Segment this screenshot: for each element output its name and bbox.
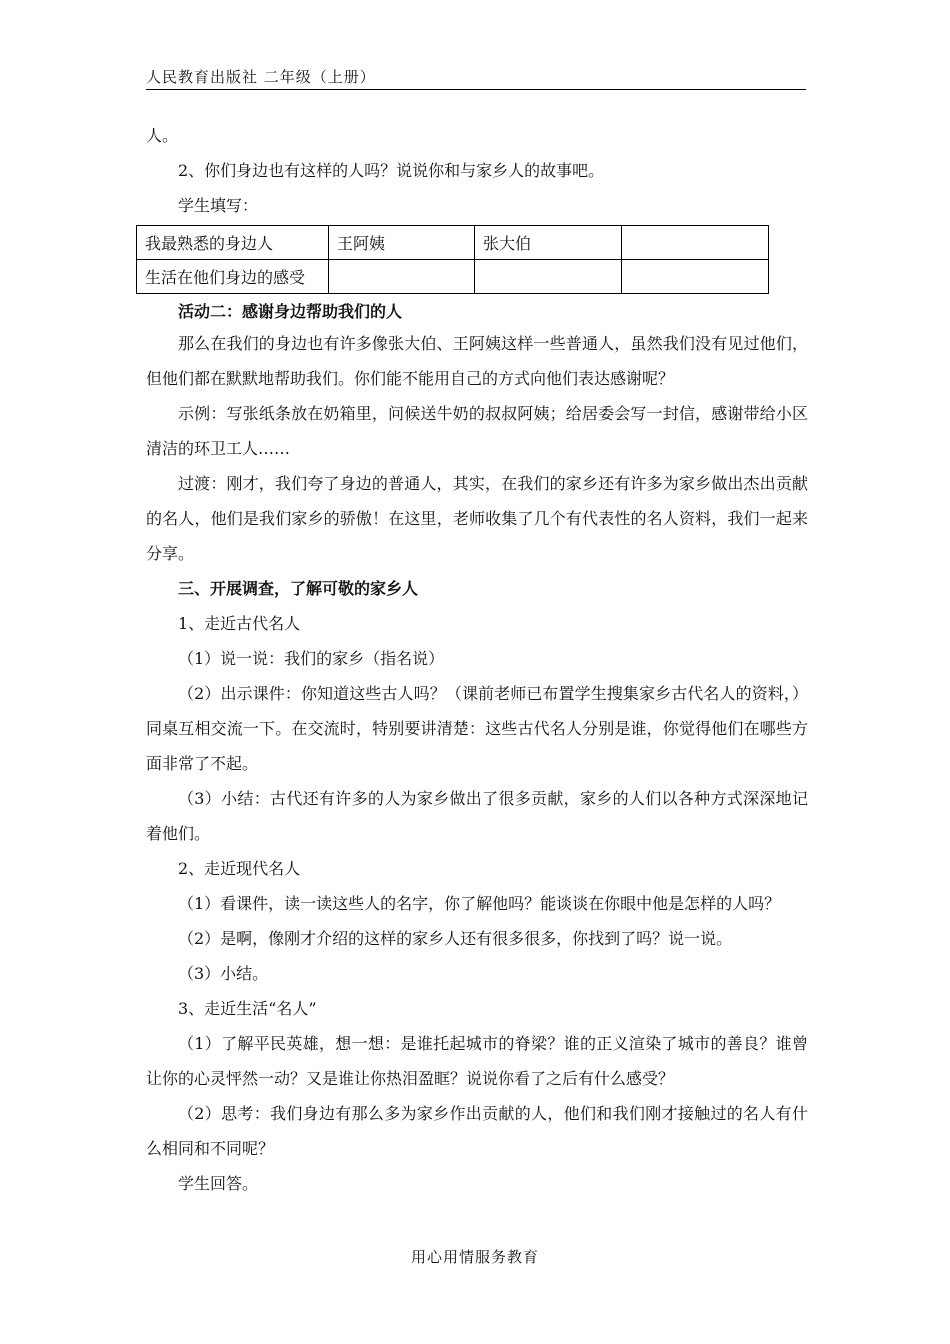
table-cell <box>329 260 475 294</box>
paragraph: 2、你们身边也有这样的人吗？说说你和与家乡人的故事吧。 <box>178 161 605 180</box>
table-row <box>137 260 769 294</box>
table-cell: 我最熟悉的身边人 <box>137 226 329 260</box>
table-cell <box>622 226 769 260</box>
paragraph: 2、走近现代名人 <box>178 859 301 878</box>
paragraph: 示例：写张纸条放在奶箱里，问候送牛奶的叔叔阿姨；给居委会写一封信，感谢带给小区清洁的环卫工人…… <box>146 404 808 458</box>
paragraph: 过渡：刚才，我们夸了身边的普通人，其实，在我们的家乡还有许多为家乡做出杰出贡献的名人，他们是我们家乡的骄傲！在这里，老师收集了几个有代表性的名人资料，我们一起来分享。 <box>146 474 808 563</box>
student-fill-table <box>136 225 769 294</box>
paragraph: （3）小结：古代还有许多的人为家乡做出了很多贡献，家乡的人们以各种方式深深地记着他们。 <box>146 789 808 843</box>
table-row <box>137 226 769 260</box>
page-footer <box>0 1246 950 1267</box>
paragraph: 学生回答。 <box>178 1174 259 1193</box>
paragraph: 1、走近古代名人 <box>178 614 301 633</box>
paragraph: （2）是啊，像刚才介绍的这样的家乡人还有很多很多，你找到了吗？说一说。 <box>178 929 733 948</box>
paragraph: （2）出示课件：你知道这些古人吗？（课前老师已布置学生搜集家乡古代名人的资料，）同桌互相交流一下。在交流时，特别要讲清楚：这些古代名人分别是谁，你觉得他们在哪些方面非常了不起。 <box>146 684 808 773</box>
paragraph: 人。 <box>146 126 179 145</box>
table-cell: 生活在他们身边的感受 <box>137 260 329 294</box>
paragraph: 那么在我们的身边也有许多像张大伯、王阿姨这样一些普通人，虽然我们没有见过他们，但他们都在默默地帮助我们。你们能不能用自己的方式向他们表达感谢呢？ <box>146 334 808 388</box>
document-body <box>146 118 808 1201</box>
paragraph: （2）思考：我们身边有那么多为家乡作出贡献的人，他们和我们刚才接触过的名人有什么相同和不同呢？ <box>146 1104 808 1158</box>
table-cell <box>622 260 769 294</box>
header-title: 人民教育出版社 二年级（上册） <box>146 68 376 86</box>
table-cell <box>475 260 622 294</box>
section-heading: 活动二：感谢身边帮助我们的人 <box>178 302 403 321</box>
paragraph: （1）了解平民英雄，想一想：是谁托起城市的脊梁？谁的正义渲染了城市的善良？谁曾让你的心灵怦然一动？又是谁让你热泪盈眶？说说你看了之后有什么感受？ <box>146 1034 808 1088</box>
section-heading: 三、开展调查，了解可敬的家乡人 <box>178 579 419 598</box>
table-cell: 王阿姨 <box>329 226 475 260</box>
paragraph: 3、走近生活“名人” <box>178 999 317 1018</box>
page-header <box>146 67 806 90</box>
footer-text: 用心用情服务教育 <box>410 1248 539 1266</box>
paragraph: （1）说一说：我们的家乡（指名说） <box>178 649 445 668</box>
paragraph: （1）看课件，读一读这些人的名字，你了解他吗？能谈谈在你眼中他是怎样的人吗？ <box>178 894 781 913</box>
paragraph: 学生填写： <box>178 196 259 215</box>
table-cell: 张大伯 <box>475 226 622 260</box>
paragraph: （3）小结。 <box>178 964 269 983</box>
